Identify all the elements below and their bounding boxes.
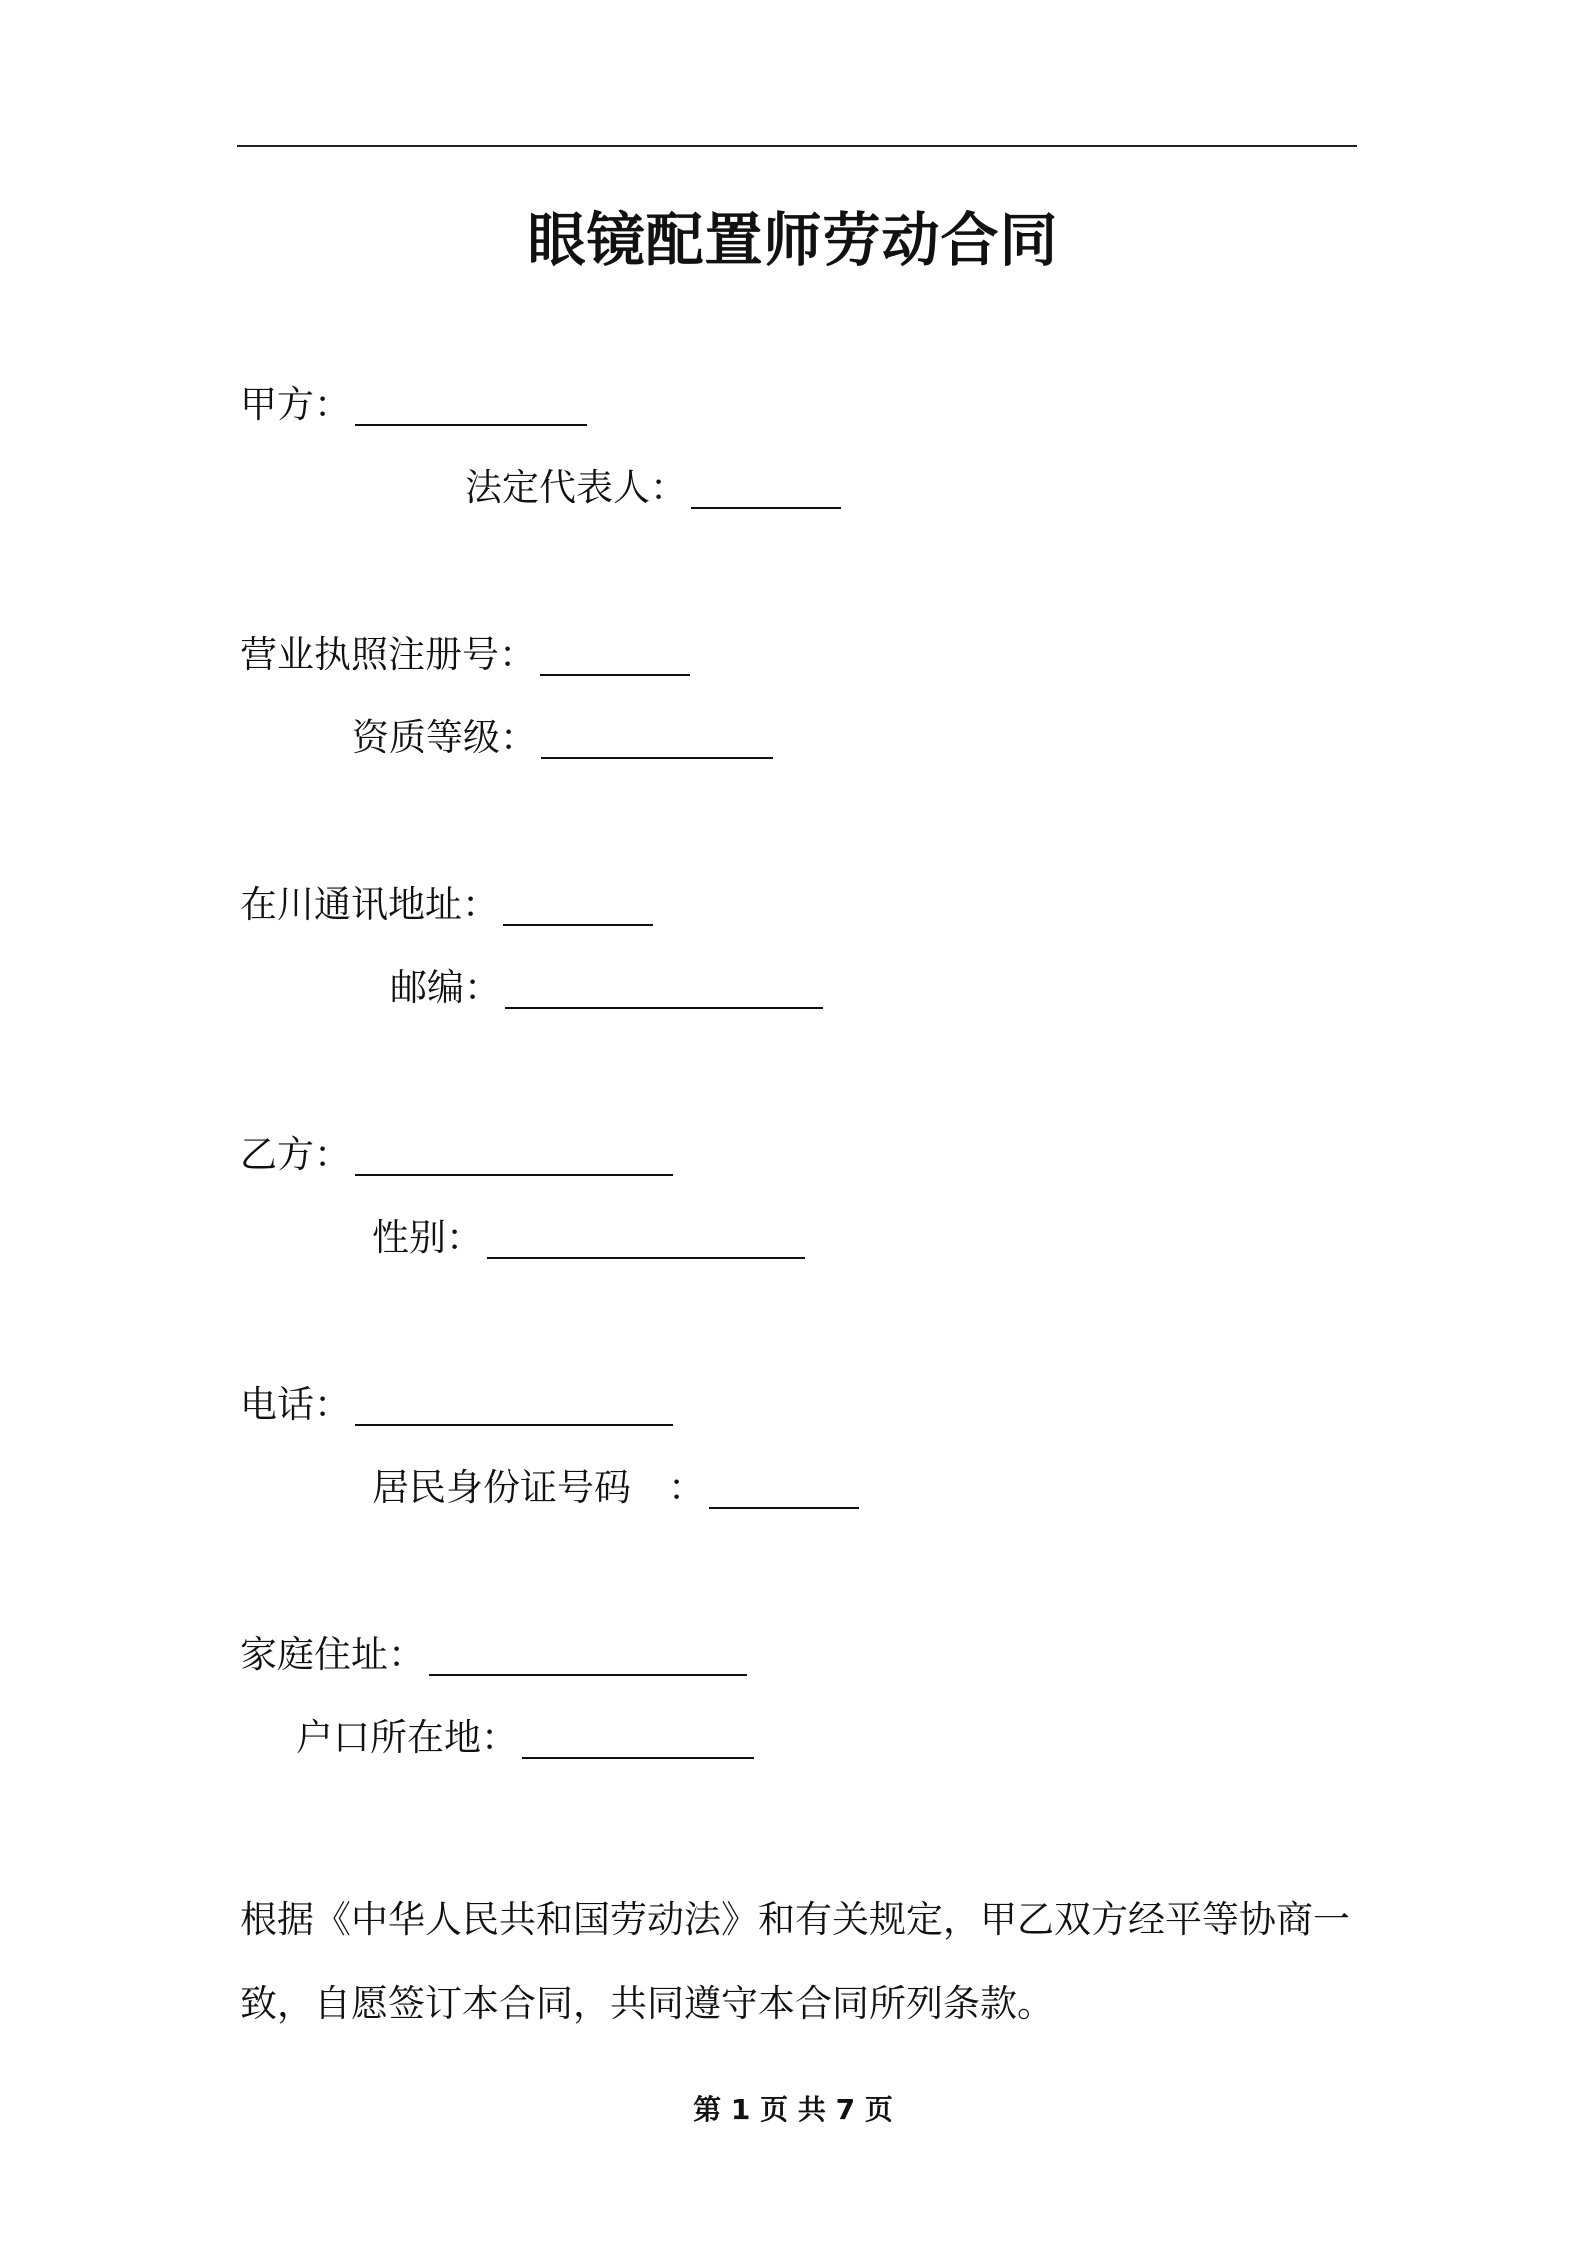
postcode-blank[interactable] — [505, 967, 823, 1009]
hukou-field — [296, 1713, 754, 1763]
party-b-blank[interactable] — [355, 1134, 673, 1176]
legal-rep-blank[interactable] — [691, 467, 841, 509]
page-number-footer: 第 1 页 共 7 页 — [693, 2093, 893, 2126]
postcode-field — [390, 963, 823, 1013]
gender-blank[interactable] — [487, 1217, 805, 1259]
id-number-field — [372, 1463, 859, 1513]
postcode-label: 邮编： — [390, 966, 501, 1009]
party-b-field — [240, 1130, 673, 1180]
id-number-label: 居民身份证号码 ： — [372, 1466, 705, 1509]
qualification-label: 资质等级： — [352, 716, 537, 759]
page-title: 眼镜配置师劳动合同 — [527, 206, 1059, 274]
address-label: 在川通讯地址： — [240, 883, 499, 926]
address-blank[interactable] — [503, 884, 653, 926]
preamble-paragraph — [240, 1878, 1360, 2046]
home-address-label: 家庭住址： — [240, 1633, 425, 1676]
phone-label: 电话： — [240, 1383, 351, 1426]
legal-rep-label: 法定代表人： — [465, 466, 687, 509]
gender-label: 性别： — [372, 1216, 483, 1259]
address-field — [240, 880, 653, 930]
party-a-label: 甲方： — [240, 383, 351, 426]
preamble-line-1: 根据《中华人民共和国劳动法》和有关规定，甲乙双方经平等协商一 — [240, 1898, 1350, 1941]
license-no-field — [240, 630, 690, 680]
phone-blank[interactable] — [355, 1384, 673, 1426]
header-rule — [237, 145, 1357, 147]
home-address-blank[interactable] — [429, 1634, 747, 1676]
qualification-field — [352, 713, 773, 763]
phone-field — [240, 1380, 673, 1430]
gender-field — [372, 1213, 805, 1263]
hukou-label: 户口所在地： — [296, 1716, 518, 1759]
license-no-blank[interactable] — [540, 634, 690, 676]
preamble-line-2: 致，自愿签订本合同，共同遵守本合同所列条款。 — [240, 1982, 1054, 2025]
qualification-blank[interactable] — [541, 717, 773, 759]
id-number-blank[interactable] — [709, 1467, 859, 1509]
party-b-label: 乙方： — [240, 1133, 351, 1176]
party-a-field — [240, 380, 587, 430]
home-address-field — [240, 1630, 747, 1680]
party-a-blank[interactable] — [355, 384, 587, 426]
hukou-blank[interactable] — [522, 1717, 754, 1759]
legal-rep-field — [465, 463, 841, 513]
license-no-label: 营业执照注册号： — [240, 633, 536, 676]
